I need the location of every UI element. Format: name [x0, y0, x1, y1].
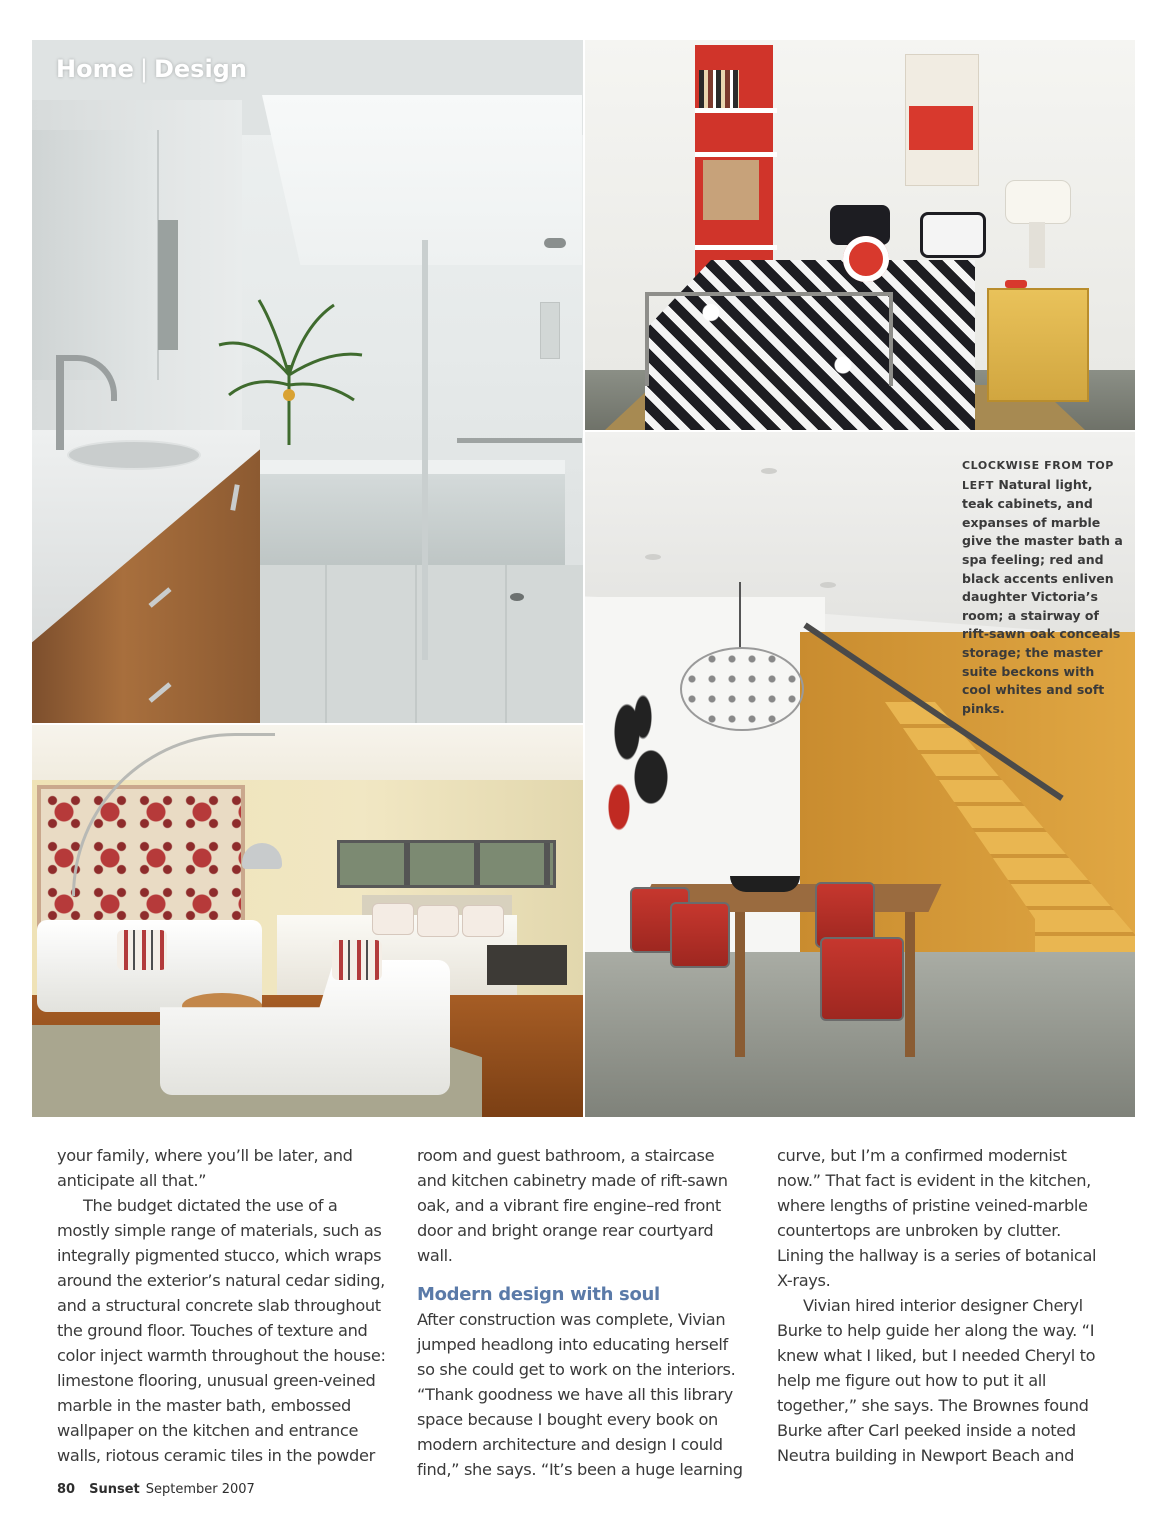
photo-caption	[962, 456, 1124, 718]
paragraph: The budget dictated the use of a mostly simple range of materials, such as integrally pigmented stucco, which wraps around the exterior’s natural cedar siding, and a structural concrete slab throughout the ground floor. Touches of texture and color inject warmth throughout the house: limestone flooring, unusual green-veined marble in the master bath, embossed wallpaper on the kitchen and entrance walls, riotous ceramic tiles in the powder	[57, 1196, 386, 1465]
bedroom-photo	[585, 40, 1135, 430]
section-label	[56, 55, 247, 83]
paragraph: room and guest bathroom, a staircase and kitchen cabinetry made of rift-sawn oak, and a vibrant fire engine–red front door and bright orange rear courtyard wall.	[417, 1146, 728, 1265]
body-column-1	[57, 1143, 387, 1468]
master-bath-photo	[32, 40, 583, 723]
master-suite-photo	[32, 725, 583, 1117]
caption-text: Natural light, teak cabinets, and expanses of marble give the master bath a spa feeling; red and black accents enliven daughter Victoria’s room; a stairway of rift-sawn oak conceals storage; the master suite beckons with cool whites and soft pinks.	[962, 476, 1123, 716]
paragraph: your family, where you’ll be later, and anticipate all that.”	[57, 1146, 353, 1190]
section-name: Home	[56, 55, 134, 83]
magazine-name: Sunset	[89, 1482, 140, 1497]
section-separator: |	[139, 55, 148, 83]
bowl-icon	[730, 876, 800, 892]
paragraph: curve, but I’m a confirmed modernist now.” That fact is evident in the kitchen, where lengths of pristine veined-marble countertops are unbroken by clutter. Lining the hallway is a series of botanical X-rays.	[777, 1146, 1097, 1290]
paragraph: Vivian hired interior designer Cheryl Burke to help guide her along the way. “I knew what I liked, but I needed Cheryl to help me figure out how to put it all together,” she says. The Brownes found Burke after Carl peeked inside a noted Neutra building in Newport Beach and	[777, 1296, 1096, 1465]
palm-plant-icon	[214, 295, 364, 445]
body-column-3	[777, 1143, 1107, 1468]
caption-lead: CLOCKWISE FROM TOP LEFT	[962, 459, 1114, 492]
abstract-artwork	[595, 687, 675, 837]
paragraph: After construction was complete, Vivian jumped headlong into educating herself so she could get to work on the interiors. “Thank goodness we have all this library space because I bought every book on modern architecture and design I could find,” she says. “It’s been a huge learning	[417, 1310, 743, 1479]
body-column-2	[417, 1143, 747, 1482]
issue-date: September 2007	[145, 1482, 255, 1497]
chandelier-icon	[680, 647, 804, 731]
page-number: 80	[57, 1482, 76, 1497]
subsection-name: Design	[153, 55, 247, 83]
subheading: Modern design with soul	[417, 1284, 660, 1305]
flower-pillow-icon	[843, 236, 889, 282]
page-footer	[57, 1482, 255, 1497]
